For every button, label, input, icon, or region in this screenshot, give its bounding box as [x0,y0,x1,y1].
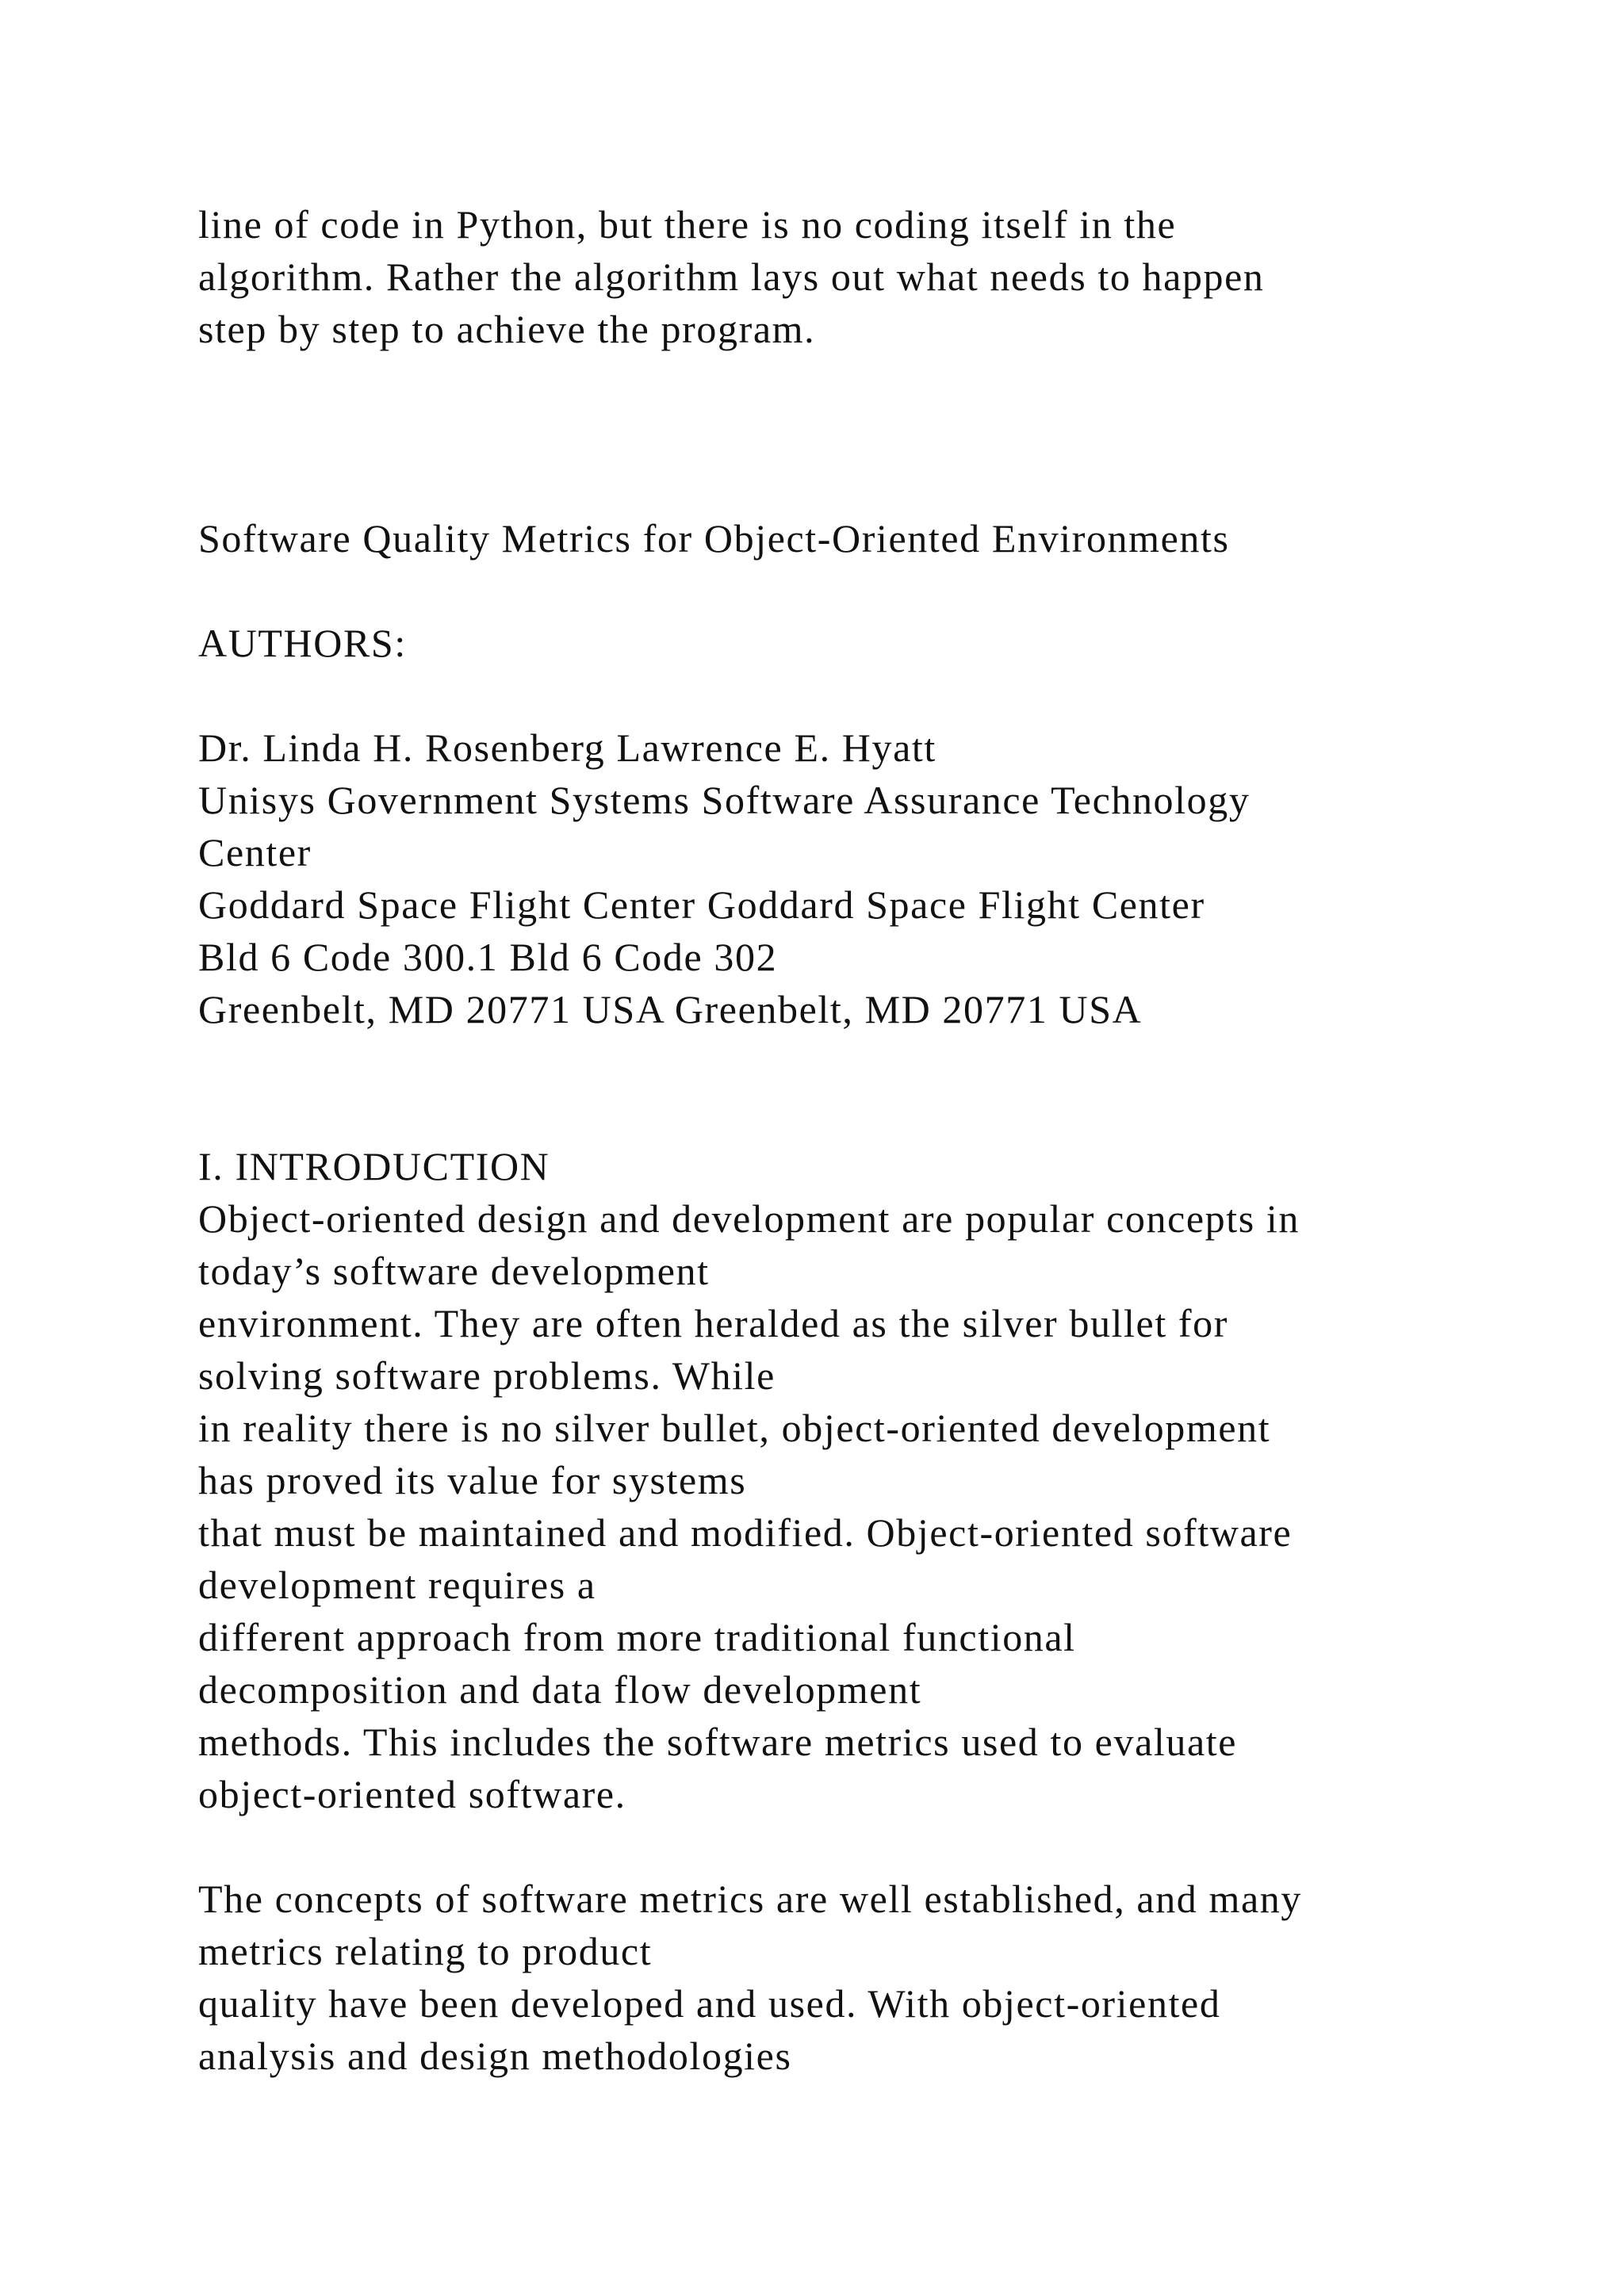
text-line: The concepts of software metrics are well established, and many [198,1877,1302,1921]
paper-title: Software Quality Metrics for Object-Oriented Environments [198,516,1230,561]
text-line: methods. This includes the software metrics used to evaluate [198,1720,1238,1764]
spacer [198,564,1483,617]
text-line: line of code in Python, but there is no coding itself in the [198,202,1177,247]
text-line: that must be maintained and modified. Object-oriented software [198,1510,1293,1555]
text-line: step by step to achieve the program. [198,307,816,351]
text-line: in reality there is no silver bullet, object-oriented development [198,1406,1271,1450]
authors-heading: AUTHORS: [198,621,407,665]
document-page [198,198,1483,2082]
section-paragraph-1 [198,1192,1483,1820]
spacer [198,355,1483,512]
section-paragraph-2 [198,1873,1483,2082]
spacer [198,669,1483,721]
text-line: different approach from more traditional functional [198,1615,1076,1659]
text-line: today’s software development [198,1249,710,1293]
author-line: Goddard Space Flight Center Goddard Space Flight Center [198,882,1205,927]
author-line: Greenbelt, MD 20771 USA Greenbelt, MD 20771 USA [198,987,1143,1031]
text-line: decomposition and data flow development [198,1667,922,1712]
authors-block [198,721,1483,1035]
author-line: Bld 6 Code 300.1 Bld 6 Code 302 [198,935,778,979]
spacer [198,1035,1483,1140]
text-line: solving software problems. While [198,1353,776,1398]
intro-paragraph [198,198,1483,355]
text-line: quality have been developed and used. With object-oriented [198,1981,1221,2026]
author-line: Center [198,830,312,874]
text-line: metrics relating to product [198,1929,653,1973]
spacer [198,1820,1483,1873]
author-line: Unisys Government Systems Software Assurance Technology [198,778,1251,822]
author-line: Dr. Linda H. Rosenberg Lawrence E. Hyatt [198,725,936,770]
section-heading: I. INTRODUCTION [198,1144,550,1188]
text-line: environment. They are often heralded as the silver bullet for [198,1301,1229,1345]
text-line: has proved its value for systems [198,1458,747,1502]
text-line: analysis and design methodologies [198,2034,792,2078]
text-line: development requires a [198,1563,596,1607]
text-line: algorithm. Rather the algorithm lays out what needs to happen [198,254,1265,299]
text-line: object-oriented software. [198,1772,626,1816]
text-line: Object-oriented design and development are popular concepts in [198,1196,1300,1241]
